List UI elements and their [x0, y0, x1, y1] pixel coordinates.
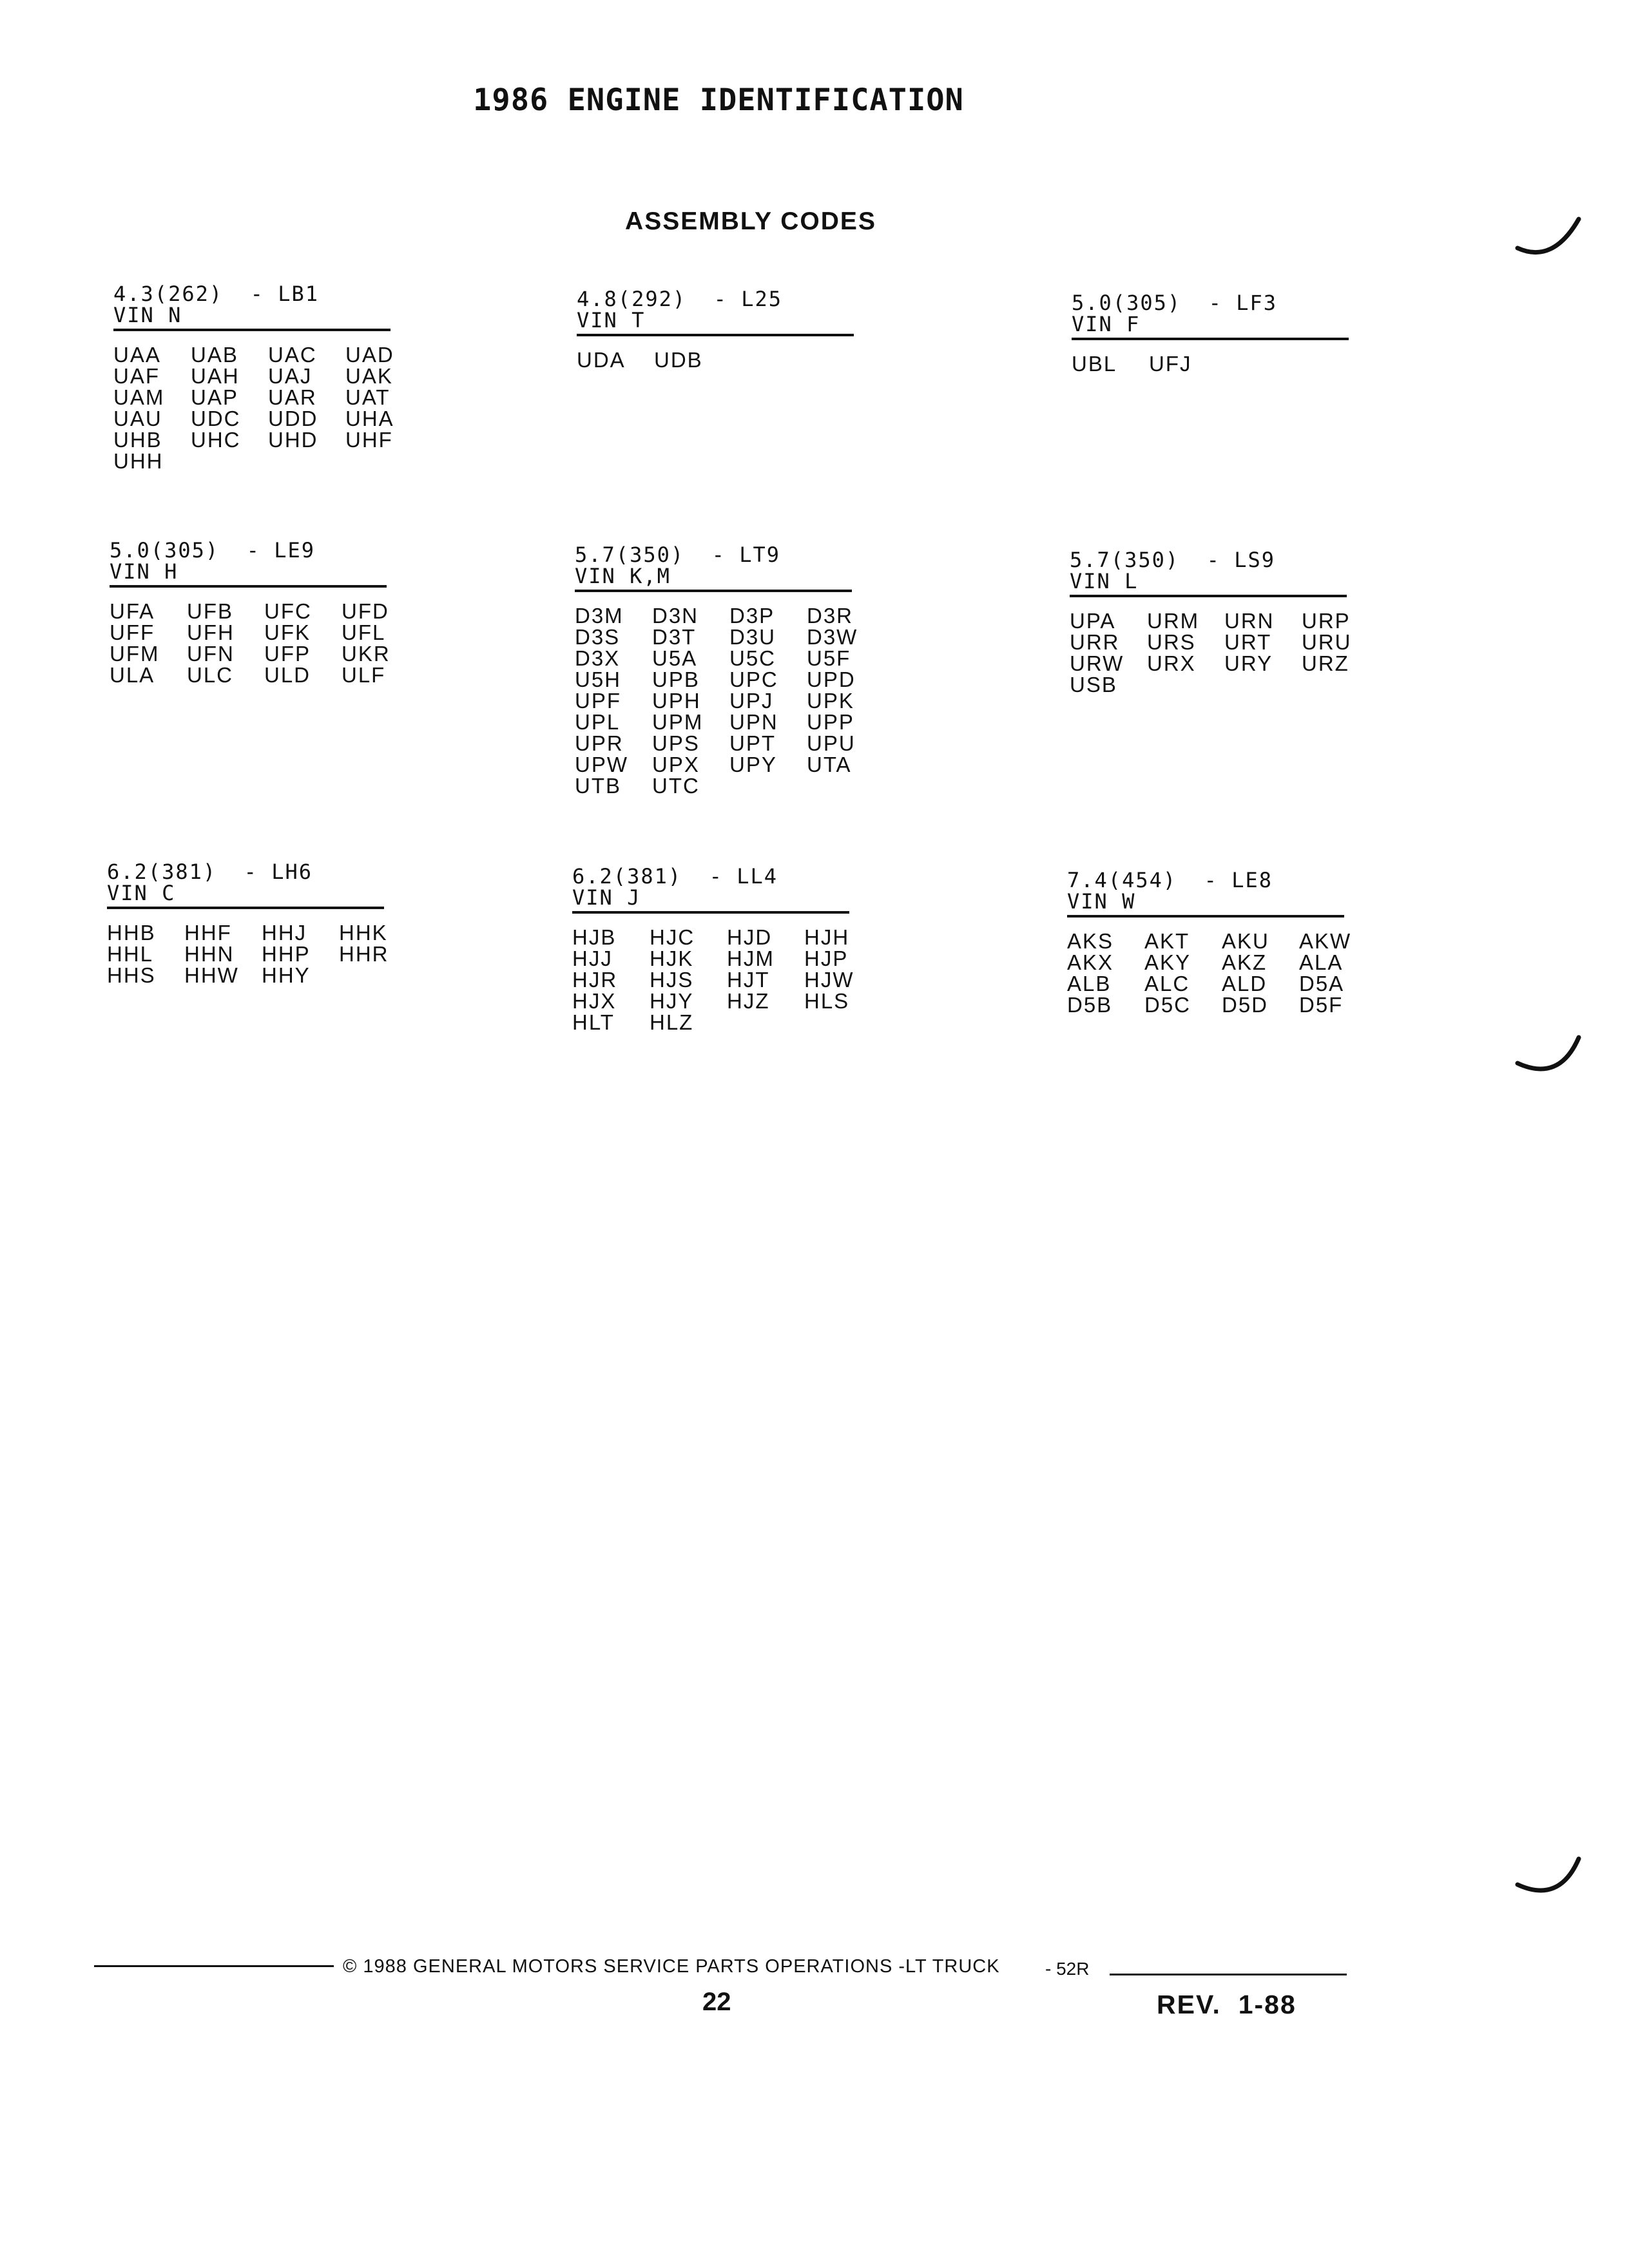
assembly-code: UFL [342, 620, 386, 644]
assembly-code: UFN [187, 642, 235, 666]
assembly-code: URT [1224, 630, 1272, 654]
engine-block-header [577, 289, 854, 332]
assembly-code: UAT [345, 385, 390, 409]
engine-label: 6.2(381) - LH6 [107, 860, 313, 884]
assembly-code: HJK [650, 947, 694, 970]
vin-label: VIN J [572, 885, 641, 910]
assembly-code: HJS [650, 968, 694, 992]
assembly-code: AKS [1067, 929, 1114, 953]
binder-hole-mark [1514, 1849, 1585, 1907]
assembly-code: HHL [107, 942, 154, 966]
assembly-code: UAM [113, 385, 165, 409]
assembly-code: HJZ [727, 989, 770, 1013]
assembly-code: D5B [1067, 993, 1113, 1017]
engine-block-header [1067, 870, 1344, 914]
document-id: - 52R [1045, 1959, 1090, 1979]
assembly-code: UFK [264, 620, 311, 644]
assembly-code: UPJ [729, 689, 774, 713]
assembly-code: UTA [807, 753, 852, 776]
assembly-code: URU [1302, 630, 1352, 654]
engine-block-le9 [110, 538, 390, 687]
assembly-code: D5D [1222, 993, 1269, 1017]
assembly-code: URP [1302, 609, 1351, 633]
assembly-code: AKZ [1222, 950, 1268, 974]
assembly-code: UHD [268, 428, 318, 452]
vin-label: VIN N [113, 303, 182, 327]
assembly-code: U5C [729, 646, 776, 670]
assembly-code: ALA [1299, 950, 1344, 974]
header-rule [572, 911, 849, 914]
assembly-code: URM [1147, 609, 1200, 633]
assembly-code: UAU [113, 407, 162, 430]
binder-hole-mark [1514, 1031, 1585, 1089]
assembly-code: UTB [575, 774, 621, 798]
assembly-code: ALB [1067, 972, 1112, 995]
assembly-code: UPN [729, 710, 778, 734]
engine-label: 5.7(350) - LT9 [575, 543, 780, 567]
assembly-code: ALC [1144, 972, 1190, 995]
assembly-code: ULF [342, 663, 386, 687]
assembly-code: HJH [804, 925, 850, 949]
assembly-code: HLZ [650, 1010, 694, 1034]
assembly-code: URW [1070, 651, 1124, 675]
assembly-code: D3U [729, 625, 776, 649]
assembly-code: HHJ [262, 921, 307, 945]
engine-block-header [107, 861, 384, 905]
assembly-code: HJM [727, 947, 775, 970]
header-rule [577, 334, 854, 336]
assembly-code: UAD [345, 343, 394, 367]
engine-block-header [113, 284, 390, 327]
assembly-code: UKR [342, 642, 390, 666]
assembly-code: D3M [575, 604, 624, 628]
vin-label: VIN F [1072, 312, 1141, 336]
assembly-code: URS [1147, 630, 1196, 654]
assembly-code: UFB [187, 599, 233, 623]
assembly-code: D3R [807, 604, 854, 628]
assembly-code: D5A [1299, 972, 1345, 995]
assembly-code: UPK [807, 689, 854, 713]
engine-block-le8 [1067, 868, 1352, 1017]
assembly-code: HJT [727, 968, 770, 992]
assembly-code: UDB [654, 348, 703, 372]
assembly-code-grid [107, 921, 389, 987]
assembly-code: HJD [727, 925, 773, 949]
assembly-code: UPR [575, 731, 624, 755]
assembly-code: URY [1224, 651, 1273, 675]
assembly-code-grid [1067, 929, 1352, 1017]
assembly-code: HHY [262, 963, 311, 987]
assembly-code: UAF [113, 364, 160, 388]
engine-label: 6.2(381) - LL4 [572, 864, 778, 889]
assembly-code: UPX [652, 753, 700, 776]
assembly-code: UDA [577, 348, 626, 372]
engine-label: 5.0(305) - LE9 [110, 538, 315, 562]
assembly-code: AKU [1222, 929, 1269, 953]
assembly-code: UPA [1070, 609, 1116, 633]
assembly-code: UPU [807, 731, 856, 755]
copyright-notice: © 1988 GENERAL MOTORS SERVICE PARTS OPERATIONS -LT TRUCK [343, 1956, 1000, 1977]
assembly-code: AKX [1067, 950, 1114, 974]
assembly-code: HJC [650, 925, 695, 949]
assembly-code: AKT [1144, 929, 1190, 953]
assembly-code: D3S [575, 625, 621, 649]
page-title: 1986 ENGINE IDENTIFICATION [473, 82, 964, 118]
assembly-code: D5F [1299, 993, 1344, 1017]
assembly-code: AKY [1144, 950, 1191, 974]
assembly-code: UPT [729, 731, 776, 755]
assembly-code: UFD [342, 599, 389, 623]
footer-rule-left [94, 1965, 334, 1967]
assembly-code: HHB [107, 921, 156, 945]
assembly-code: UFF [110, 620, 155, 644]
assembly-code: UDD [268, 407, 318, 430]
assembly-code: UAH [191, 364, 240, 388]
assembly-code: URR [1070, 630, 1120, 654]
assembly-code: URZ [1302, 651, 1349, 675]
assembly-code-grid [110, 599, 390, 687]
vin-label: VIN T [577, 308, 646, 332]
assembly-code: HJR [572, 968, 618, 992]
assembly-code: UHF [345, 428, 393, 452]
assembly-code: HJW [804, 968, 854, 992]
engine-block-ll4 [572, 864, 854, 1034]
assembly-code: UFM [110, 642, 160, 666]
engine-block-lh6 [107, 860, 389, 987]
assembly-code: UHC [191, 428, 241, 452]
assembly-code: UFJ [1149, 352, 1192, 376]
assembly-code: D3T [652, 625, 697, 649]
assembly-code: ULD [264, 663, 311, 687]
revision-label: REV. 1-88 [1157, 1990, 1296, 2019]
assembly-code-grid [1070, 609, 1352, 697]
engine-label: 4.3(262) - LB1 [113, 282, 319, 306]
assembly-code-grid [572, 925, 854, 1034]
assembly-code: UAK [345, 364, 393, 388]
assembly-code: HHK [339, 921, 388, 945]
assembly-code: ALD [1222, 972, 1268, 995]
assembly-code: UFA [110, 599, 155, 623]
vin-label: VIN W [1067, 889, 1136, 914]
assembly-code: UPH [652, 689, 701, 713]
vin-label: VIN L [1070, 569, 1139, 593]
assembly-code: HHP [262, 942, 311, 966]
assembly-code: D5C [1144, 993, 1191, 1017]
engine-block-header [575, 544, 852, 588]
assembly-code: UFP [264, 642, 311, 666]
assembly-code: D3W [807, 625, 858, 649]
assembly-code: UDC [191, 407, 241, 430]
assembly-code: HLT [572, 1010, 615, 1034]
header-rule [1070, 595, 1347, 597]
assembly-code: UPS [652, 731, 700, 755]
assembly-code: HHR [339, 942, 389, 966]
assembly-code: UPD [807, 668, 856, 691]
assembly-code: UHB [113, 428, 162, 452]
assembly-code: UAR [268, 385, 317, 409]
assembly-code: D3X [575, 646, 621, 670]
assembly-code: URX [1147, 651, 1196, 675]
assembly-code: UFH [187, 620, 235, 644]
footer-rule-right [1110, 1974, 1347, 1975]
assembly-code: UPM [652, 710, 704, 734]
assembly-code: D3P [729, 604, 775, 628]
engine-label: 7.4(454) - LE8 [1067, 868, 1273, 892]
assembly-code: UAJ [268, 364, 313, 388]
vin-label: VIN K,M [575, 564, 671, 588]
assembly-code: HLS [804, 989, 850, 1013]
assembly-code: UBL [1072, 352, 1117, 376]
vin-label: VIN H [110, 559, 178, 584]
assembly-code: HHS [107, 963, 156, 987]
assembly-code: UPL [575, 710, 621, 734]
engine-block-header [1070, 550, 1347, 593]
assembly-code: UAB [191, 343, 238, 367]
assembly-code: HHN [184, 942, 235, 966]
assembly-code: HHF [184, 921, 232, 945]
assembly-code: UAC [268, 343, 317, 367]
section-title: ASSEMBLY CODES [625, 207, 876, 235]
header-rule [1072, 338, 1349, 340]
assembly-code: UHH [113, 449, 164, 473]
assembly-code: UTC [652, 774, 700, 798]
header-rule [107, 907, 384, 909]
header-rule [575, 590, 852, 592]
header-rule [113, 329, 390, 331]
engine-block-lf3 [1072, 293, 1349, 374]
engine-block-lb1 [113, 282, 394, 473]
assembly-code: ULC [187, 663, 234, 687]
assembly-code: UPB [652, 668, 700, 691]
engine-block-header [572, 866, 849, 910]
engine-label: 4.8(292) - L25 [577, 287, 782, 311]
page-number: 22 [702, 1988, 731, 2016]
assembly-code: USB [1070, 673, 1117, 697]
engine-label: 5.7(350) - LS9 [1070, 548, 1275, 572]
assembly-code: UPC [729, 668, 778, 691]
header-rule [110, 585, 387, 588]
binder-hole-mark [1514, 206, 1585, 264]
engine-block-lt9 [575, 543, 858, 798]
assembly-code: HJX [572, 989, 617, 1013]
assembly-code-grid [577, 349, 854, 370]
assembly-code: UHA [345, 407, 394, 430]
assembly-code: UPP [807, 710, 854, 734]
assembly-code: HJJ [572, 947, 613, 970]
engine-block-ls9 [1070, 548, 1352, 697]
assembly-code-grid [575, 604, 858, 798]
engine-block-header [110, 540, 387, 584]
assembly-code: U5H [575, 668, 622, 691]
assembly-code: U5F [807, 646, 851, 670]
assembly-code-grid [1072, 353, 1349, 374]
engine-block-header [1072, 293, 1349, 336]
assembly-code: URN [1224, 609, 1275, 633]
assembly-code: HJB [572, 925, 617, 949]
engine-label: 5.0(305) - LF3 [1072, 291, 1277, 315]
assembly-code: UAA [113, 343, 161, 367]
assembly-code: ULA [110, 663, 155, 687]
assembly-code: U5A [652, 646, 698, 670]
vin-label: VIN C [107, 881, 176, 905]
assembly-code: HJP [804, 947, 849, 970]
assembly-code: UFC [264, 599, 312, 623]
assembly-code: UPW [575, 753, 628, 776]
header-rule [1067, 915, 1344, 918]
assembly-code-grid [113, 343, 394, 473]
assembly-code: UAP [191, 385, 238, 409]
assembly-code: HHW [184, 963, 239, 987]
assembly-code: D3N [652, 604, 699, 628]
assembly-code: HJY [650, 989, 694, 1013]
assembly-code: AKW [1299, 929, 1352, 953]
engine-block-l25 [577, 289, 854, 370]
assembly-code: UPY [729, 753, 777, 776]
assembly-code: UPF [575, 689, 621, 713]
